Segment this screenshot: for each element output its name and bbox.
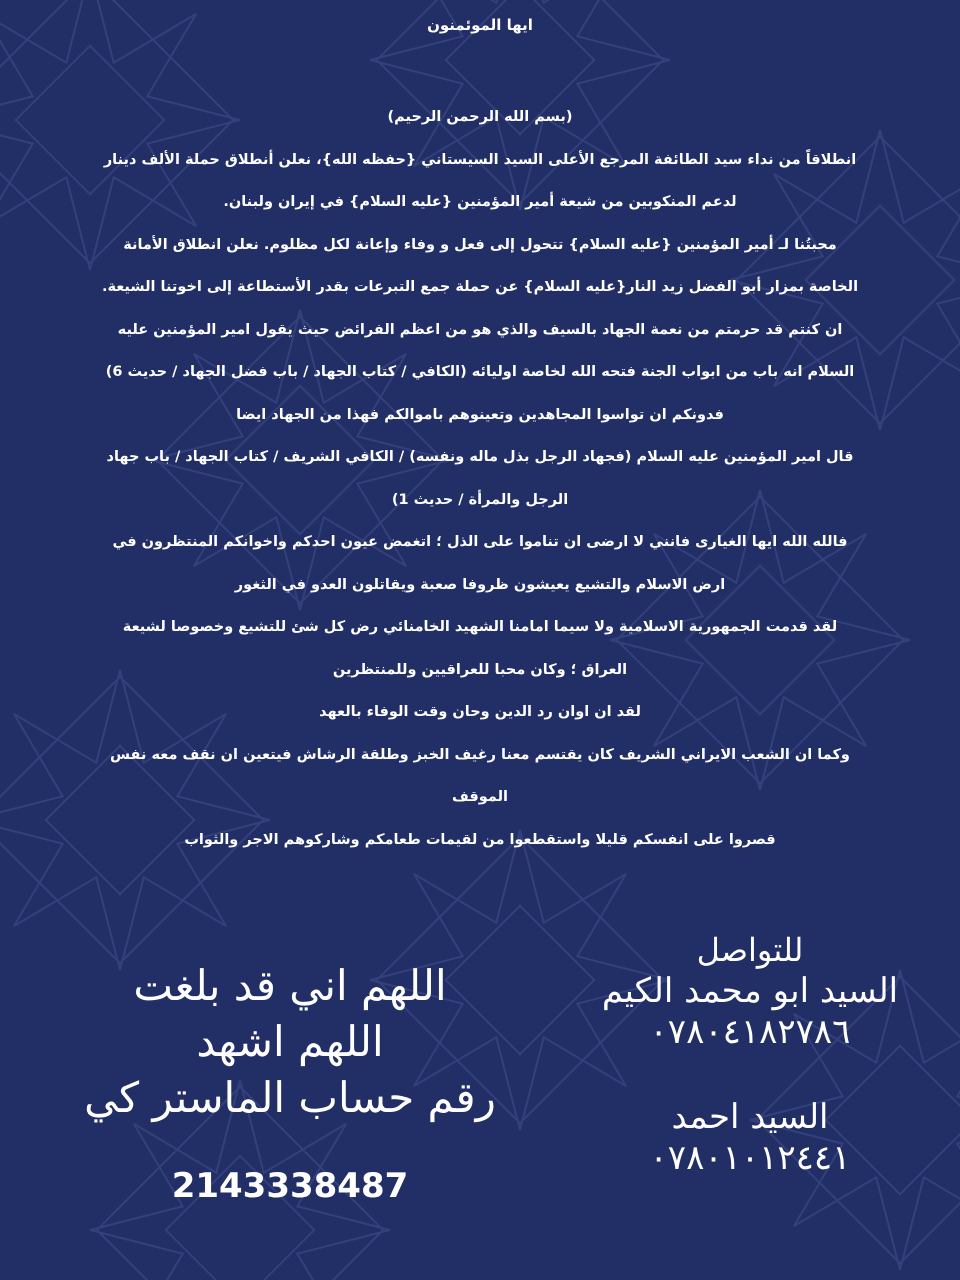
- body-line: الموقف: [452, 789, 508, 805]
- body-line: السلام انه باب من ابواب الجنة فتحه الله لخاصة اوليائه (الكافي / كتاب الجهاد / باب فضل الجهاد / حديث 6): [105, 364, 855, 380]
- contact-block: [560, 930, 940, 1178]
- dua-line-2: اللهم اشهد: [196, 1017, 384, 1066]
- body-line: قال امير المؤمنين عليه السلام (فجهاد الرجل بذل ماله ونفسه) / الكافي الشريف / كتاب الجهاد / باب جهاد: [106, 449, 854, 465]
- body-line: لقد قدمت الجمهورية الاسلامية ولا سيما امامنا الشهيد الخامنائي رض كل شئ للتشيع وخصوصا لشيعة: [122, 619, 838, 635]
- body-line: قصروا على انفسكم قليلا واستقطعوا من لقيمات طعامكم وشاركوهم الاجر والثواب: [184, 831, 776, 848]
- contact-label: للتواصل: [696, 931, 804, 969]
- dua-line-1: اللهم اني قد بلغت: [133, 961, 447, 1010]
- body-line: (بسم الله الرحمن الرحيم): [387, 109, 573, 125]
- account-number: 2143338487: [171, 1166, 409, 1206]
- body-line: لدعم المنكوبين من شيعة أمير المؤمنين {عليه السلام} في إيران ولبنان.: [223, 194, 737, 210]
- contact-phone-2: ٠٧٨٠١٠١٢٤٤١: [649, 1138, 851, 1178]
- body-line: الخاصة بمزار أبو الفضل زيد النار{عليه السلام} عن حملة جمع التبرعات بقدر الأستطاعة إلى اخوتنا الشيعة.: [101, 279, 859, 295]
- contact-name-1: السيد ابو محمد الكيم: [601, 971, 899, 1011]
- body-line: انطلاقاً من نداء سيد الطائفة المرجع الأعلى السيد السيستاني {حفظه الله}، نعلن أنطلاق حملة الألف دينار: [103, 151, 857, 168]
- contact-name-2: السيد احمد: [671, 1097, 829, 1137]
- body-line: لقد ان اوان رد الدين وحان وقت الوفاء بالعهد: [319, 704, 641, 720]
- dua-line-3: رقم حساب الماستر كي: [84, 1073, 496, 1122]
- body-line: ان كنتم قد حرمتم من نعمة الجهاد بالسيف والذي هو من اعظم الفرائض حيث يقول امير المؤمنين عليه: [117, 321, 843, 338]
- appeal-body: [40, 96, 920, 861]
- body-line: فالله الله ايها الغيارى فانني لا ارضى ان تناموا على الذل ؛ اتغمض عيون احدكم واخوانكم المنتظرون في: [112, 534, 848, 550]
- body-line: الرجل والمرأة / حديث 1): [391, 491, 569, 508]
- body-line: وكما ان الشعب الايراني الشريف كان يقتسم معنا رغيف الخبز وطلقة الرشاش فيتعين ان نقف معه نفس: [110, 746, 850, 763]
- page-title: ايها الموئمنون: [427, 16, 533, 34]
- dua-block: [40, 958, 540, 1126]
- body-line: العراق ؛ وكان محبا للعراقيين وللمنتظرين: [332, 661, 628, 678]
- body-line: محبتُنا لـ أمير المؤمنين {عليه السلام} تتحول إلى فعل و وفاء وإعانة لكل مظلوم. نعلن انطلاق الأمانة: [123, 236, 837, 253]
- body-line: فدونكم ان تواسوا المجاهدين وتعينوهم باموالكم فهذا من الجهاد ايضا: [236, 406, 724, 423]
- body-line: ارض الاسلام والتشيع يعيشون ظروفا صعبة ويقاتلون العدو في الثغور: [234, 576, 726, 593]
- contact-phone-1: ٠٧٨٠٤١٨٢٧٨٦: [649, 1012, 851, 1052]
